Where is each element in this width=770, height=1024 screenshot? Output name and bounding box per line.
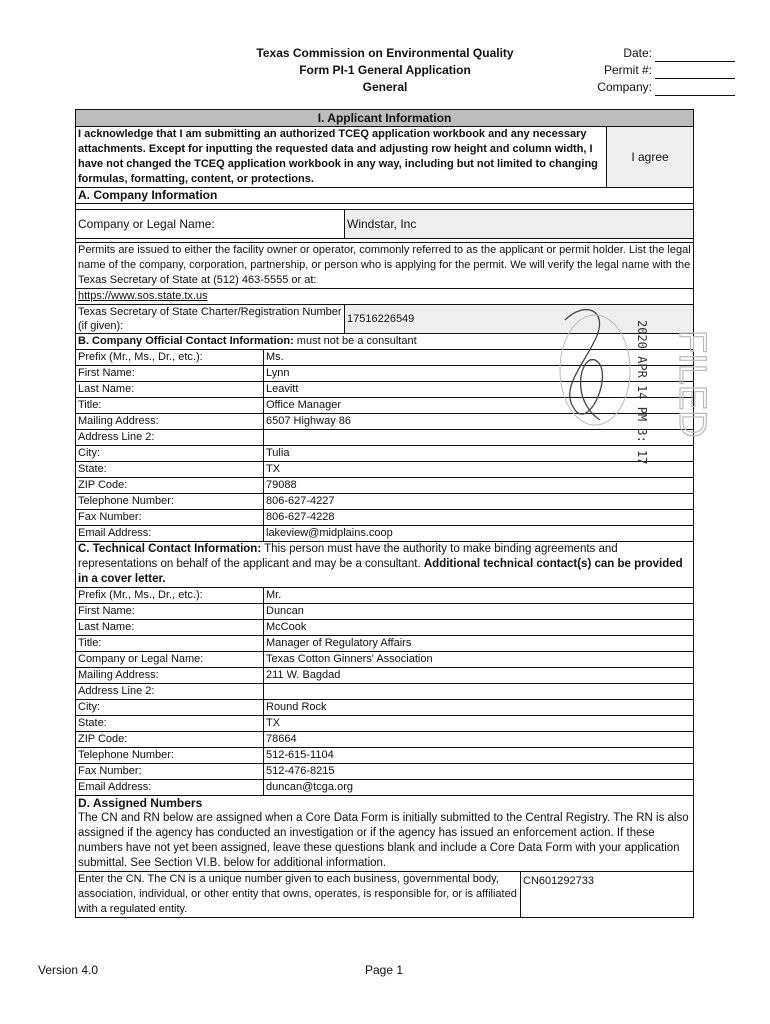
charter-row xyxy=(76,305,693,334)
date-row xyxy=(575,45,735,62)
sos-link-row xyxy=(76,289,693,305)
field-label: Address Line 2: xyxy=(78,685,155,697)
section-d-title-row xyxy=(76,796,693,811)
stamp-date: 2020 APR 14 PM 3: 17 xyxy=(635,320,649,465)
company-name-row xyxy=(76,210,693,239)
page-number: Page 1 xyxy=(365,963,404,977)
field-value[interactable]: 512-476-8215 xyxy=(263,764,693,779)
field-row xyxy=(76,462,693,478)
cn-label: Enter the CN. The CN is a unique number given to each business, governmental body, association, individual, or other entity that owns, operates, is responsible for, or is affiliated with a regulated entity. xyxy=(78,873,517,915)
header-fields xyxy=(575,45,735,96)
field-row xyxy=(76,620,693,636)
field-value[interactable]: Manager of Regulatory Affairs xyxy=(263,636,693,651)
section-c-fields xyxy=(76,588,693,796)
field-label: Mailing Address: xyxy=(78,669,159,681)
cn-value[interactable]: CN601292733 xyxy=(520,872,693,917)
company-name-label: Company or Legal Name: xyxy=(78,217,215,231)
field-row xyxy=(76,684,693,700)
section-a-title-row xyxy=(76,188,693,204)
section-d-text: The CN and RN below are assigned when a Core Data Form is initially submitted to the Central Registry. The RN is also assigned if the agency has conducted an investigation or if the agency has issued an enforcement action. If these numbers have not yet been assigned, leave these questions blank and include a Core Data Form with your application submittal. See Section VI.B. below for additional information. xyxy=(78,812,689,869)
section-b-title xyxy=(76,334,693,349)
section-d-text-row xyxy=(76,811,693,872)
charter-value[interactable]: 17516226549 xyxy=(344,305,693,333)
section-b-title-row xyxy=(76,334,693,350)
company-row xyxy=(575,79,735,96)
field-label: Fax Number: xyxy=(78,511,142,523)
field-label: Prefix (Mr., Ms., Dr., etc.): xyxy=(78,589,203,601)
field-label: Company or Legal Name: xyxy=(78,653,204,665)
cn-row xyxy=(76,872,693,918)
field-label: Title: xyxy=(78,637,102,649)
field-row xyxy=(76,668,693,684)
field-value[interactable] xyxy=(263,430,693,445)
field-row xyxy=(76,366,693,382)
field-row xyxy=(76,526,693,542)
field-label: Email Address: xyxy=(78,527,152,539)
field-label: State: xyxy=(78,717,107,729)
field-row xyxy=(76,700,693,716)
field-value[interactable]: TX xyxy=(263,716,693,731)
field-label: Address Line 2: xyxy=(78,431,155,443)
field-label: Mailing Address: xyxy=(78,415,159,427)
field-value[interactable]: 211 W. Bagdad xyxy=(263,668,693,683)
field-value[interactable]: 806-627-4227 xyxy=(263,494,693,509)
field-value[interactable]: 79088 xyxy=(263,478,693,493)
field-value[interactable]: TX xyxy=(263,462,693,477)
field-row xyxy=(76,430,693,446)
field-value[interactable]: McCook xyxy=(263,620,693,635)
section-applicant-title: I. Applicant Information xyxy=(76,110,693,127)
acknowledgement-row xyxy=(76,127,693,188)
field-row xyxy=(76,350,693,366)
application-form xyxy=(75,109,694,918)
section-b-fields xyxy=(76,350,693,542)
section-a-title: A. Company Information xyxy=(78,188,218,202)
field-label: City: xyxy=(78,447,100,459)
permits-text: Permits are issued to either the facility owner or operator, commonly referred to as the applicant or permit holder. List the legal name of the company, corporation, partnership, or person who is applying for the permit. We will verify the legal name with the Texas Secretary of State at (512) 463-5555 or at: xyxy=(78,244,691,286)
field-row xyxy=(76,588,693,604)
field-value[interactable]: Round Rock xyxy=(263,700,693,715)
field-value[interactable]: duncan@tcga.org xyxy=(263,780,693,795)
company-header-label: Company: xyxy=(597,80,652,94)
field-label: Telephone Number: xyxy=(78,749,175,761)
date-field[interactable] xyxy=(655,49,735,62)
field-row xyxy=(76,510,693,526)
field-value[interactable]: Ms. xyxy=(263,350,693,365)
section-c-title-rest: This person must have the authority to make binding agreements and representations on behalf of the applicant and may be a consultant. xyxy=(78,543,618,570)
field-value[interactable]: Mr. xyxy=(263,588,693,603)
version-label: Version 4.0 xyxy=(38,963,99,977)
company-header-field[interactable] xyxy=(655,83,735,96)
field-label: ZIP Code: xyxy=(78,733,128,745)
field-row xyxy=(76,732,693,748)
sos-link[interactable]: https://www.sos.state.tx.us xyxy=(78,290,208,302)
field-value[interactable]: Lynn xyxy=(263,366,693,381)
field-label: Last Name: xyxy=(78,383,135,395)
field-value[interactable] xyxy=(263,684,693,699)
field-row xyxy=(76,604,693,620)
field-value[interactable]: Office Manager xyxy=(263,398,693,413)
field-row xyxy=(76,748,693,764)
section-c-title xyxy=(76,542,693,587)
section-c-title-row xyxy=(76,542,693,588)
permit-field[interactable] xyxy=(655,66,735,79)
field-row xyxy=(76,398,693,414)
field-row xyxy=(76,636,693,652)
section-b-title-bold: B. Company Official Contact Information: xyxy=(78,335,294,347)
field-label: Fax Number: xyxy=(78,765,142,777)
permits-text-row xyxy=(76,243,693,289)
field-value[interactable]: 6507 Highway 86 xyxy=(263,414,693,429)
field-label: Prefix (Mr., Ms., Dr., etc.): xyxy=(78,351,203,363)
permit-row xyxy=(575,62,735,79)
field-row xyxy=(76,382,693,398)
form-header xyxy=(220,45,550,96)
section-c-title-bold2: Additional technical contact(s) can be provided in a cover letter. xyxy=(78,558,683,585)
section-b-title-rest: must not be a consultant xyxy=(293,335,417,347)
field-value[interactable]: 512-615-1104 xyxy=(263,748,693,763)
field-row xyxy=(76,414,693,430)
field-label: Last Name: xyxy=(78,621,135,633)
field-row xyxy=(76,780,693,796)
field-row xyxy=(76,478,693,494)
field-value[interactable]: 806-627-4228 xyxy=(263,510,693,525)
field-value[interactable]: Leavitt xyxy=(263,382,693,397)
field-label: First Name: xyxy=(78,605,135,617)
field-value[interactable]: Texas Cotton Ginners' Association xyxy=(263,652,693,667)
acknowledgement-value[interactable]: I agree xyxy=(606,127,693,187)
company-name-value[interactable]: Windstar, Inc xyxy=(344,210,693,238)
form-subtitle: General xyxy=(362,80,408,94)
field-row xyxy=(76,764,693,780)
permit-label: Permit #: xyxy=(603,63,652,77)
field-row xyxy=(76,716,693,732)
field-value[interactable]: lakeview@midplains.coop xyxy=(263,526,693,541)
field-value[interactable]: 78664 xyxy=(263,732,693,747)
field-label: Telephone Number: xyxy=(78,495,175,507)
acknowledgement-text: I acknowledge that I am submitting an authorized TCEQ application workbook and any necessary attachments. Except for inputting the requested data and adjusting row height and column width, I have not changed the TCEQ application workbook in any way, including but not limited to changing formulas, formatting, content, or protections. xyxy=(78,128,598,185)
field-label: State: xyxy=(78,463,107,475)
field-value[interactable]: Duncan xyxy=(263,604,693,619)
field-value[interactable]: Tulia xyxy=(263,446,693,461)
stamp-filed: FILED xyxy=(671,330,713,438)
charter-label: Texas Secretary of State Charter/Registration Number (if given): xyxy=(78,306,342,332)
field-label: ZIP Code: xyxy=(78,479,128,491)
section-d-title: D. Assigned Numbers xyxy=(78,796,203,810)
field-row xyxy=(76,652,693,668)
field-label: Email Address: xyxy=(78,781,152,793)
section-c-title-bold: C. Technical Contact Information: xyxy=(78,543,262,555)
field-label: Title: xyxy=(78,399,102,411)
agency-title: Texas Commission on Environmental Quality xyxy=(256,46,514,60)
field-label: City: xyxy=(78,701,100,713)
field-label: First Name: xyxy=(78,367,135,379)
form-title: Form PI-1 General Application xyxy=(299,63,471,77)
field-row xyxy=(76,494,693,510)
field-row xyxy=(76,446,693,462)
date-label: Date: xyxy=(623,46,652,60)
